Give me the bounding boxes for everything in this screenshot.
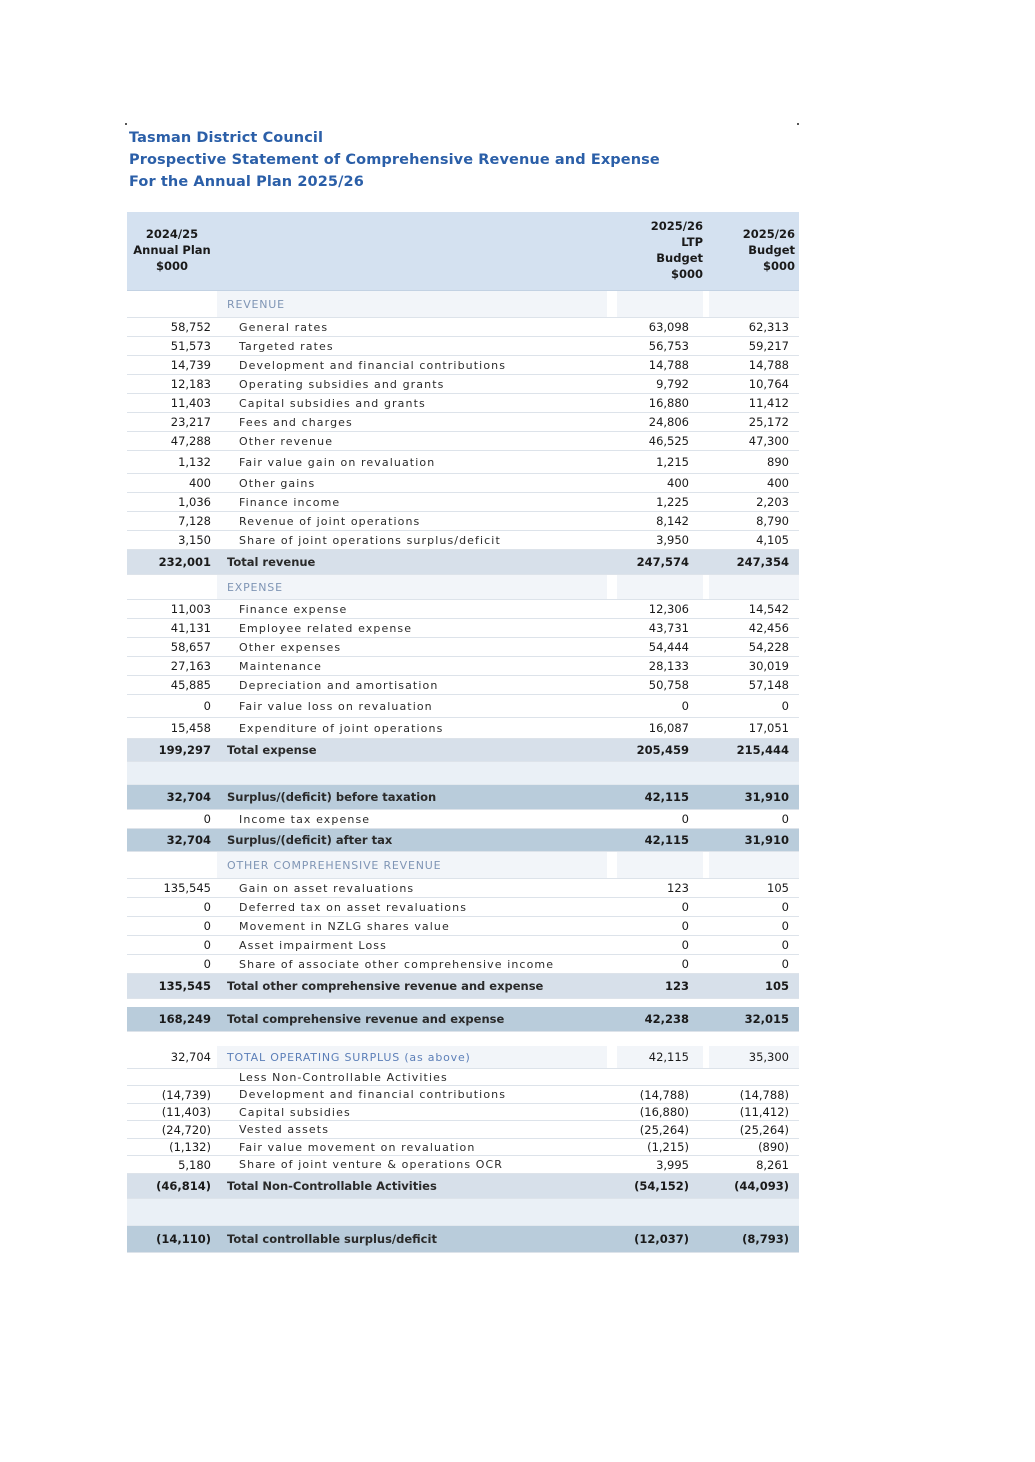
value-2024-25: 0 [203,900,211,914]
value-ltp-budget: 400 [667,476,689,490]
table-row [127,657,799,676]
value-budget: 105 [764,979,789,993]
value-budget: 31,910 [744,833,789,847]
value-ltp-budget: 46,525 [648,434,689,448]
row-label: Total controllable surplus/deficit [227,1232,437,1246]
value-ltp-budget: (54,152) [634,1179,689,1193]
value-ltp-budget: 0 [681,919,689,933]
value-2024-25: (11,403) [161,1105,211,1119]
row-label: Movement in NZLG shares value [239,919,450,933]
value-2024-25: 135,545 [158,979,211,993]
value-2024-25: 58,752 [170,320,211,334]
value-budget: (44,093) [734,1179,789,1193]
table-row [127,493,799,512]
section-row [127,291,799,318]
value-budget: (11,412) [739,1105,789,1119]
value-budget: 30,019 [748,659,789,673]
value-2024-25: 1,036 [178,495,211,509]
table-row [127,619,799,638]
value-2024-25: 400 [189,476,211,490]
row-label: Surplus/(deficit) before taxation [227,790,437,804]
total-row [127,785,799,810]
row-label: EXPENSE [227,580,283,594]
value-2024-25: 23,217 [170,415,211,429]
value-ltp-budget: 54,444 [648,640,689,654]
table-row [127,394,799,413]
col-header-ltp-budget: 2025/26 LTP Budget $000 [650,219,703,281]
value-ltp-budget: 1,215 [656,455,689,469]
value-budget: 0 [781,812,789,826]
spacer-row [127,1199,799,1226]
total-row [127,974,799,999]
value-budget: 31,910 [744,790,789,804]
value-2024-25: 0 [203,957,211,971]
row-label: Share of joint operations surplus/deficit [239,533,501,547]
table-row [127,1121,799,1139]
value-2024-25: 0 [203,938,211,952]
value-ltp-budget: 12,306 [648,602,689,616]
total-row [127,739,799,762]
row-label: REVENUE [227,297,285,311]
table-row [127,638,799,657]
row-label: Other expenses [239,640,342,654]
value-2024-25: 41,131 [170,621,211,635]
value-budget: 47,300 [748,434,789,448]
row-label: Total other comprehensive revenue and expense [227,979,544,993]
value-ltp-budget: 43,731 [648,621,689,635]
table-row [127,413,799,432]
table-row [127,936,799,955]
value-2024-25: 27,163 [170,659,211,673]
document-header [129,127,660,193]
value-budget: 0 [781,900,789,914]
value-2024-25: 32,704 [170,1050,211,1064]
row-label: Other revenue [239,434,334,448]
row-label: Revenue of joint operations [239,514,421,528]
value-budget: (14,788) [739,1087,789,1102]
row-label: Total expense [227,743,317,757]
table-row [127,318,799,337]
value-2024-25: 168,249 [158,1012,211,1026]
value-ltp-budget [607,1069,689,1085]
section-shading [709,575,799,599]
row-label: Targeted rates [239,339,334,353]
value-ltp-budget: 0 [681,812,689,826]
table-row [127,810,799,829]
value-ltp-budget: 56,753 [648,339,689,353]
col-header-budget: 2025/26 Budget $000 [742,227,795,273]
value-2024-25: (14,110) [156,1232,211,1246]
value-ltp-budget: 247,574 [636,555,689,569]
row-label: Fair value gain on revaluation [239,455,436,469]
value-budget: (25,264) [739,1122,789,1137]
value-2024-25: 58,657 [170,640,211,654]
value-ltp-budget: 3,995 [656,1157,689,1172]
value-ltp-budget: 28,133 [648,659,689,673]
value-budget [709,1069,789,1085]
row-label: OTHER COMPREHENSIVE REVENUE [227,858,442,872]
table-row [127,432,799,451]
total-row [127,1174,799,1199]
statement-subtitle: For the Annual Plan 2025/26 [129,174,364,190]
value-ltp-budget: 9,792 [656,377,689,391]
row-label: Share of joint venture & operations OCR [239,1158,504,1171]
section-shading [709,852,799,878]
row-label: Deferred tax on asset revaluations [239,900,468,914]
value-budget: 2,203 [756,495,789,509]
value-2024-25: (24,720) [161,1122,211,1137]
value-ltp-budget: 123 [667,881,689,895]
table-row [127,955,799,974]
table-row [127,879,799,898]
value-ltp-budget: 42,115 [644,833,689,847]
value-2024-25: 32,704 [166,790,211,804]
value-budget: 8,790 [756,514,789,528]
value-2024-25: 3,150 [178,533,211,547]
row-label: Fair value loss on revaluation [239,699,433,713]
row-label: Development and financial contributions [239,358,507,372]
table-row [127,1104,799,1121]
value-2024-25: 0 [203,699,211,713]
value-2024-25: 12,183 [170,377,211,391]
value-budget: (890) [758,1140,789,1154]
value-ltp-budget: 24,806 [648,415,689,429]
row-label: Total comprehensive revenue and expense [227,1012,505,1026]
value-ltp-budget: 0 [681,957,689,971]
value-budget: 247,354 [736,555,789,569]
row-label: Development and financial contributions [239,1088,507,1101]
value-2024-25: 0 [203,812,211,826]
table-row [127,898,799,917]
table-row [127,451,799,474]
value-budget: 4,105 [756,533,789,547]
table-row [127,356,799,375]
value-2024-25: (1,132) [169,1140,211,1154]
row-label: Fair value movement on revaluation [239,1140,476,1154]
value-budget: 0 [781,938,789,952]
value-ltp-budget: (16,880) [639,1105,689,1119]
section-shading [617,291,703,317]
value-budget: 10,764 [748,377,789,391]
value-2024-25: 1,132 [178,455,211,469]
value-budget: 57,148 [748,678,789,692]
value-budget: 11,412 [748,396,789,410]
org-name: Tasman District Council [129,130,324,146]
row-label: Capital subsidies and grants [239,396,426,410]
value-budget: 35,300 [748,1050,789,1064]
table-row [127,375,799,394]
total-row [127,1007,799,1032]
row-label: Gain on asset revaluations [239,881,415,895]
table-row [127,531,799,550]
value-budget: (8,793) [742,1232,789,1246]
section-row [127,1046,799,1069]
value-ltp-budget: 42,115 [648,1050,689,1064]
table-row [127,600,799,619]
financial-table [127,212,799,1253]
row-label: Finance income [239,495,341,509]
value-2024-25: 7,128 [178,514,211,528]
value-2024-25: 11,403 [170,396,211,410]
row-label: Total Non-Controllable Activities [227,1179,437,1193]
row-label: Surplus/(deficit) after tax [227,833,393,847]
value-ltp-budget: 0 [681,699,689,713]
table-header [127,212,799,291]
table-row [127,1139,799,1156]
value-ltp-budget: 3,950 [656,533,689,547]
table-row [127,1069,799,1086]
value-ltp-budget: (25,264) [639,1122,689,1137]
value-budget: 400 [767,476,789,490]
row-label: General rates [239,320,329,334]
value-budget: 42,456 [748,621,789,635]
value-2024-25: 199,297 [158,743,211,757]
value-2024-25: 5,180 [178,1157,211,1172]
total-row [127,550,799,575]
value-budget: 17,051 [748,721,789,735]
value-ltp-budget: (12,037) [634,1232,689,1246]
value-ltp-budget: 0 [681,900,689,914]
value-2024-25: (46,814) [156,1179,211,1193]
value-2024-25: 14,739 [170,358,211,372]
value-budget: 32,015 [744,1012,789,1026]
value-ltp-budget: 8,142 [656,514,689,528]
value-budget: 0 [781,919,789,933]
table-row [127,1156,799,1174]
row-label: Capital subsidies [239,1105,351,1119]
row-label: TOTAL OPERATING SURPLUS (as above) [227,1050,471,1064]
value-ltp-budget: 50,758 [648,678,689,692]
value-2024-25 [127,1069,211,1085]
row-label: Share of associate other comprehensive income [239,957,555,971]
value-ltp-budget: 16,880 [648,396,689,410]
value-ltp-budget: 42,238 [644,1012,689,1026]
value-ltp-budget: 205,459 [636,743,689,757]
table-row [127,337,799,356]
value-2024-25: 11,003 [170,602,211,616]
scan-mark-left [125,123,127,125]
value-budget: 59,217 [748,339,789,353]
value-budget: 890 [767,455,789,469]
value-ltp-budget: (1,215) [647,1140,689,1154]
value-2024-25: 45,885 [170,678,211,692]
section-shading [617,852,703,878]
row-label: Maintenance [239,659,322,673]
value-budget: 14,788 [748,358,789,372]
value-2024-25: 0 [203,919,211,933]
value-budget: 0 [781,957,789,971]
value-ltp-budget: 16,087 [648,721,689,735]
section-shading [709,291,799,317]
value-budget: 105 [767,881,789,895]
row-label: Total revenue [227,555,316,569]
value-ltp-budget: (14,788) [639,1087,689,1102]
row-label: Depreciation and amortisation [239,678,439,692]
row-label: Other gains [239,476,316,490]
table-row [127,718,799,739]
total-row [127,829,799,852]
value-2024-25: (14,739) [161,1087,211,1102]
value-2024-25: 47,288 [170,434,211,448]
table-row [127,695,799,718]
value-ltp-budget: 1,225 [656,495,689,509]
value-budget: 54,228 [748,640,789,654]
statement-title: Prospective Statement of Comprehensive Revenue and Expense [129,152,660,168]
value-2024-25: 15,458 [170,721,211,735]
table-row [127,676,799,695]
section-row [127,852,799,879]
value-budget: 62,313 [748,320,789,334]
table-body [127,291,799,1253]
row-label: Finance expense [239,602,348,616]
row-label: Vested assets [239,1123,330,1136]
spacer-row [127,762,799,785]
value-budget: 14,542 [748,602,789,616]
row-label: Asset impairment Loss [239,938,387,952]
row-label: Fees and charges [239,415,353,429]
section-row [127,575,799,600]
table-row [127,474,799,493]
section-shading [617,575,703,599]
value-budget: 215,444 [736,743,789,757]
value-2024-25: 232,001 [158,555,211,569]
row-label: Income tax expense [239,812,371,826]
spacer-row [127,999,799,1007]
value-ltp-budget: 123 [664,979,689,993]
value-2024-25: 51,573 [170,339,211,353]
scan-mark-right [797,123,799,125]
value-2024-25: 32,704 [166,833,211,847]
col-header-2024-25: 2024/25 Annual Plan $000 [133,227,211,273]
spacer-row [127,1032,799,1046]
value-ltp-budget: 42,115 [644,790,689,804]
value-ltp-budget: 14,788 [648,358,689,372]
value-budget: 0 [781,699,789,713]
value-2024-25: 135,545 [163,881,211,895]
total-row [127,1226,799,1253]
value-ltp-budget: 63,098 [648,320,689,334]
value-ltp-budget: 0 [681,938,689,952]
table-row [127,1086,799,1104]
value-budget: 25,172 [748,415,789,429]
row-label: Operating subsidies and grants [239,377,445,391]
value-budget: 8,261 [756,1157,789,1172]
table-row [127,512,799,531]
row-label: Less Non-Controllable Activities [239,1070,448,1084]
row-label: Expenditure of joint operations [239,721,444,735]
row-label: Employee related expense [239,621,413,635]
table-row [127,917,799,936]
